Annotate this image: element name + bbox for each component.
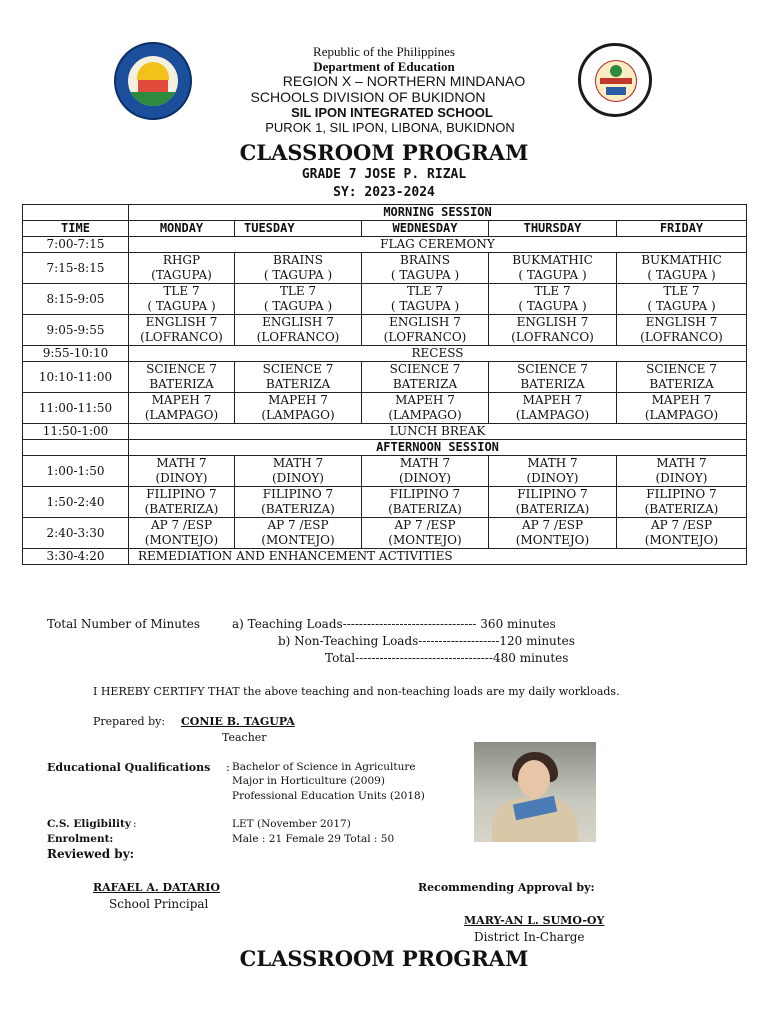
activity-cell: LUNCH BREAK — [129, 424, 747, 440]
eligibility-label: C.S. Eligibility — [47, 818, 131, 830]
school-name: SIL IPON INTEGRATED SCHOOL — [291, 105, 493, 120]
subject-cell — [617, 487, 747, 518]
blank-cell — [23, 440, 129, 456]
subject-cell — [489, 456, 617, 487]
enrolment-value: Male : 21 Female 29 Total : 50 — [232, 833, 395, 845]
subject-cell — [617, 315, 747, 346]
subject-name: ENGLISH 7 — [516, 315, 589, 329]
subject-teacher: BATERIZA — [649, 377, 714, 391]
page-title: CLASSROOM PROGRAM — [239, 140, 529, 165]
subject-name: TLE 7 — [279, 284, 317, 298]
subject-name: SCIENCE 7 — [389, 362, 461, 376]
subject-teacher: (MONTEJO) — [515, 533, 590, 547]
subject-teacher: (BATERIZA) — [144, 502, 219, 516]
subject-name: AP 7 /ESP — [394, 518, 456, 532]
subject-name: FILIPINO 7 — [389, 487, 461, 501]
subject-teacher: ( TAGUPA ) — [518, 268, 587, 282]
subject-name: FILIPINO 7 — [646, 487, 717, 501]
subject-cell — [617, 362, 747, 393]
subject-teacher: (DINOY) — [155, 471, 208, 485]
time-cell: 11:50-1:00 — [23, 424, 129, 440]
morning-session-label: MORNING SESSION — [129, 205, 747, 221]
subject-name: MATH 7 — [527, 456, 578, 470]
subject-cell — [129, 393, 235, 424]
subject-cell — [362, 393, 489, 424]
subject-name: TLE 7 — [663, 284, 700, 298]
republic-line: Republic of the Philippines — [313, 44, 455, 59]
qualifications-colon: : — [226, 761, 230, 774]
time-cell: 2:40-3:30 — [23, 518, 129, 549]
total-minutes: Total----------------------------------480 minutes — [325, 651, 569, 665]
subject-name: ENGLISH 7 — [389, 315, 461, 329]
subject-name: MAPEH 7 — [151, 393, 212, 407]
subject-cell — [489, 284, 617, 315]
enrolment-label: Enrolment: — [47, 833, 114, 845]
teaching-loads: a) Teaching Loads--------------------------------- 360 minutes — [232, 617, 556, 631]
blank-cell — [23, 205, 129, 221]
day-header-row — [23, 221, 747, 237]
subject-cell — [617, 456, 747, 487]
subject-teacher: (LAMPAGO) — [144, 408, 219, 422]
subject-cell — [362, 315, 489, 346]
day-header: THURSDAY — [489, 221, 617, 237]
schedule-row — [23, 549, 747, 565]
subject-name: AP 7 /ESP — [521, 518, 584, 532]
subject-teacher: (MONTEJO) — [261, 533, 335, 547]
eligibility-value: LET (November 2017) — [232, 818, 351, 830]
qualification-line: Major in Horticulture (2009) — [232, 775, 385, 787]
subject-name: ENGLISH 7 — [145, 315, 218, 329]
subject-name: BRAINS — [400, 253, 450, 267]
schedule-row — [23, 393, 747, 424]
subject-teacher: (BATERIZA) — [388, 502, 462, 516]
teacher-role: Teacher — [222, 731, 267, 744]
subject-cell — [362, 518, 489, 549]
subject-cell — [362, 362, 489, 393]
subject-cell — [235, 253, 362, 284]
subject-teacher: (LOFRANCO) — [140, 330, 223, 344]
subject-teacher: (MONTEJO) — [644, 533, 719, 547]
eligibility-colon: : — [133, 818, 137, 830]
subject-cell — [129, 315, 235, 346]
schedule-row — [23, 346, 747, 362]
total-minutes-label: Total Number of Minutes — [47, 617, 201, 631]
principal-name: RAFAEL A. DATARIO — [93, 881, 220, 894]
subject-teacher: (LAMPAGO) — [261, 408, 335, 422]
qualification-line: Bachelor of Science in Agriculture — [232, 761, 416, 773]
school-year: SY: 2023-2024 — [333, 185, 435, 200]
subject-teacher: (DINOY) — [399, 471, 451, 485]
subject-name: SCIENCE 7 — [646, 362, 717, 376]
subject-cell — [617, 518, 747, 549]
subject-teacher: (TAGUPA) — [151, 268, 212, 282]
region-line: REGION X – NORTHERN MINDANAO — [282, 73, 526, 89]
time-cell: 11:00-11:50 — [23, 393, 129, 424]
subject-cell — [617, 253, 747, 284]
subject-teacher: (DINOY) — [526, 471, 579, 485]
subject-cell — [129, 518, 235, 549]
session-header-row — [23, 205, 747, 221]
subject-cell — [235, 284, 362, 315]
subject-teacher: (MONTEJO) — [388, 533, 462, 547]
time-cell: 9:05-9:55 — [23, 315, 129, 346]
day-header: TUESDAY — [235, 221, 362, 237]
subject-teacher: ( TAGUPA ) — [647, 268, 716, 282]
subject-name: MAPEH 7 — [522, 393, 583, 407]
subject-cell — [129, 253, 235, 284]
subject-cell — [362, 487, 489, 518]
time-header: TIME — [23, 221, 129, 237]
subject-cell — [617, 393, 747, 424]
subject-teacher: ( TAGUPA ) — [263, 299, 333, 313]
subject-name: MAPEH 7 — [268, 393, 328, 407]
subject-teacher: (DINOY) — [272, 471, 324, 485]
subject-teacher: (LOFRANCO) — [383, 330, 467, 344]
time-cell: 7:00-7:15 — [23, 237, 129, 253]
subject-cell — [235, 456, 362, 487]
subject-cell — [362, 253, 489, 284]
schedule-row — [23, 362, 747, 393]
subject-name: FILIPINO 7 — [517, 487, 588, 501]
subject-teacher: BATERIZA — [520, 377, 585, 391]
subject-name: BUKMATHIC — [512, 253, 593, 267]
subject-name: TLE 7 — [406, 284, 444, 298]
subject-teacher: (BATERIZA) — [644, 502, 719, 516]
recommending-label: Recommending Approval by: — [418, 881, 595, 894]
afternoon-header-row — [23, 440, 747, 456]
subject-teacher: (LOFRANCO) — [256, 330, 340, 344]
subject-teacher: (LAMPAGO) — [388, 408, 462, 422]
schedule-row — [23, 424, 747, 440]
subject-name: ENGLISH 7 — [645, 315, 718, 329]
subject-teacher: (MONTEJO) — [144, 533, 219, 547]
subject-teacher: (LAMPAGO) — [515, 408, 590, 422]
subject-cell — [129, 284, 235, 315]
subject-name: FILIPINO 7 — [146, 487, 217, 501]
subject-name: MATH 7 — [156, 456, 207, 470]
subject-cell — [489, 315, 617, 346]
activity-cell: REMEDIATION AND ENHANCEMENT ACTIVITIES — [129, 549, 747, 565]
subject-name: RHGP — [162, 253, 201, 267]
school-address: PUROK 1, SIL IPON, LIBONA, BUKIDNON — [265, 120, 515, 135]
schedule-table — [22, 204, 747, 565]
subject-name: ENGLISH 7 — [262, 315, 334, 329]
subject-name: MAPEH 7 — [651, 393, 712, 407]
subject-name: TLE 7 — [534, 284, 571, 298]
subject-cell — [235, 393, 362, 424]
time-cell: 3:30-4:20 — [23, 549, 129, 565]
schedule-row — [23, 237, 747, 253]
district-role: District In-Charge — [474, 930, 585, 944]
subject-cell — [129, 487, 235, 518]
subject-cell — [617, 284, 747, 315]
teacher-name: CONIE B. TAGUPA — [181, 715, 295, 728]
subject-cell — [489, 518, 617, 549]
day-header: FRIDAY — [617, 221, 747, 237]
subject-teacher: ( TAGUPA ) — [390, 268, 460, 282]
activity-cell: FLAG CEREMONY — [129, 237, 747, 253]
prepared-by-label: Prepared by: — [93, 715, 166, 728]
qualification-line: Professional Education Units (2018) — [232, 790, 425, 802]
subject-teacher: (LOFRANCO) — [640, 330, 723, 344]
subject-teacher: ( TAGUPA ) — [647, 299, 716, 313]
subject-name: SCIENCE 7 — [517, 362, 588, 376]
subject-teacher: (LAMPAGO) — [644, 408, 719, 422]
subject-cell — [129, 362, 235, 393]
subject-cell — [235, 518, 362, 549]
time-cell: 9:55-10:10 — [23, 346, 129, 362]
subject-cell — [489, 253, 617, 284]
subject-teacher: ( TAGUPA ) — [147, 299, 216, 313]
footer-title: CLASSROOM PROGRAM — [239, 946, 529, 971]
subject-cell — [235, 362, 362, 393]
subject-cell — [129, 456, 235, 487]
subject-name: FILIPINO 7 — [262, 487, 334, 501]
time-cell: 7:15-8:15 — [23, 253, 129, 284]
principal-role: School Principal — [109, 897, 209, 911]
subject-name: BUKMATHIC — [641, 253, 722, 267]
subject-cell — [489, 487, 617, 518]
day-header: MONDAY — [129, 221, 235, 237]
time-cell: 8:15-9:05 — [23, 284, 129, 315]
subject-name: MATH 7 — [656, 456, 707, 470]
subject-name: AP 7 /ESP — [650, 518, 713, 532]
schedule-row — [23, 487, 747, 518]
grade-section: GRADE 7 JOSE P. RIZAL — [301, 167, 467, 182]
schedule-row — [23, 284, 747, 315]
subject-name: MATH 7 — [399, 456, 451, 470]
subject-name: SCIENCE 7 — [146, 362, 217, 376]
subject-cell — [362, 456, 489, 487]
subject-teacher: BATERIZA — [149, 377, 214, 391]
subject-teacher: ( TAGUPA ) — [263, 268, 333, 282]
subject-name: SCIENCE 7 — [262, 362, 334, 376]
subject-teacher: BATERIZA — [392, 377, 458, 391]
time-cell: 1:00-1:50 — [23, 456, 129, 487]
subject-teacher: ( TAGUPA ) — [518, 299, 587, 313]
subject-cell — [489, 362, 617, 393]
activity-cell: RECESS — [129, 346, 747, 362]
non-teaching-loads: b) Non-Teaching Loads--------------------120 minutes — [278, 634, 575, 648]
schedule-row — [23, 456, 747, 487]
subject-teacher: (BATERIZA) — [515, 502, 590, 516]
time-cell: 1:50-2:40 — [23, 487, 129, 518]
deped-line: Department of Education — [313, 59, 455, 74]
subject-teacher: BATERIZA — [265, 377, 331, 391]
subject-name: MAPEH 7 — [395, 393, 455, 407]
subject-name: TLE 7 — [163, 284, 200, 298]
district-name: MARY-AN L. SUMO-OY — [464, 914, 605, 927]
subject-name: AP 7 /ESP — [150, 518, 213, 532]
subject-cell — [235, 487, 362, 518]
teacher-photo — [474, 742, 596, 842]
schedule-row — [23, 518, 747, 549]
subject-teacher: (BATERIZA) — [261, 502, 335, 516]
subject-cell — [489, 393, 617, 424]
reviewed-by-label: Reviewed by: — [47, 847, 135, 861]
time-cell: 10:10-11:00 — [23, 362, 129, 393]
morning-rows — [23, 237, 747, 440]
subject-name: AP 7 /ESP — [267, 518, 329, 532]
subject-teacher: (LOFRANCO) — [511, 330, 594, 344]
certification-statement: I HEREBY CERTIFY THAT the above teaching and non-teaching loads are my daily workloads. — [93, 685, 620, 698]
subject-name: BRAINS — [273, 253, 323, 267]
schedule-row — [23, 253, 747, 284]
schedule-row — [23, 315, 747, 346]
qualifications-label: Educational Qualifications — [47, 761, 211, 774]
afternoon-rows — [23, 456, 747, 565]
subject-name: MATH 7 — [272, 456, 324, 470]
division-line: SCHOOLS DIVISION OF BUKIDNON — [250, 89, 486, 105]
day-header: WEDNESDAY — [362, 221, 489, 237]
subject-teacher: (DINOY) — [655, 471, 708, 485]
afternoon-session-label: AFTERNOON SESSION — [129, 440, 747, 456]
subject-cell — [362, 284, 489, 315]
subject-cell — [235, 315, 362, 346]
subject-teacher: ( TAGUPA ) — [390, 299, 460, 313]
